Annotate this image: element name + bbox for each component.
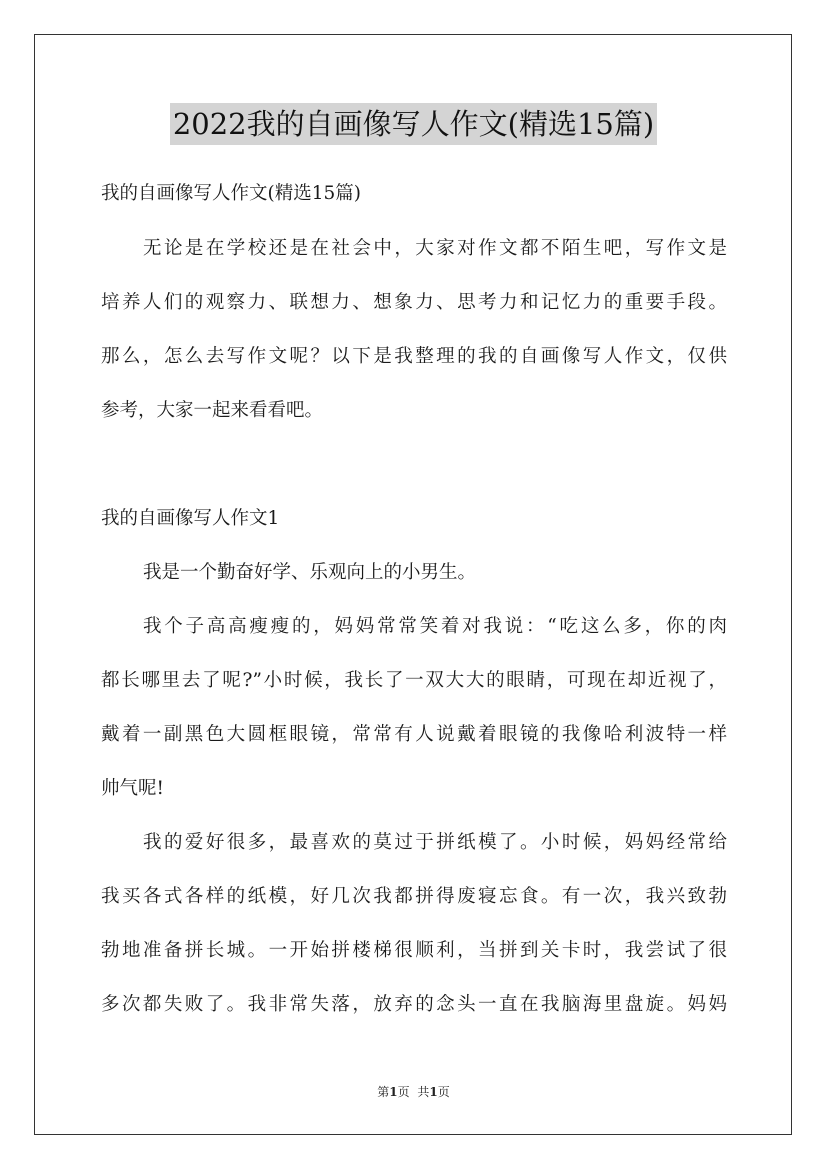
- intro-line-4: 参考，大家一起来看看吧。: [101, 400, 324, 421]
- para3-line-2: 我买各式各样的纸模，好几次我都拼得废寝忘食。有一次，我兴致勃: [101, 886, 727, 907]
- page-prefix: 第: [377, 1085, 390, 1099]
- page-footer: [0, 1084, 827, 1100]
- document-title: 2022我的自画像写人作文(精选15篇): [170, 103, 657, 145]
- document-subtitle: 我的自画像写人作文(精选15篇): [101, 183, 361, 204]
- para2-line-2: 都长哪里去了呢?”小时候，我长了一双大大的眼睛，可现在却近视了，: [101, 670, 727, 691]
- para3-line-3: 勃地准备拼长城。一开始拼楼梯很顺利，当拼到关卡时，我尝试了很: [101, 940, 727, 961]
- page-suffix: 页: [397, 1085, 410, 1099]
- intro-line-1: 无论是在学校还是在社会中，大家对作文都不陌生吧，写作文是: [143, 238, 727, 259]
- intro-line-3: 那么，怎么去写作文呢？以下是我整理的我的自画像写人作文，仅供: [101, 346, 727, 367]
- para3-line-4: 多次都失败了。我非常失落，放弃的念头一直在我脑海里盘旋。妈妈: [101, 994, 727, 1015]
- para2-line-3: 戴着一副黑色大圆框眼镜，常常有人说戴着眼镜的我像哈利波特一样: [101, 724, 727, 745]
- intro-line-2: 培养人们的观察力、联想力、想象力、思考力和记忆力的重要手段。: [101, 292, 727, 313]
- total-suffix: 页: [437, 1085, 450, 1099]
- total-number: 1: [429, 1085, 438, 1099]
- para3-line-1: 我的爱好很多，最喜欢的莫过于拼纸模了。小时候，妈妈经常给: [143, 832, 727, 853]
- total-prefix: 共: [417, 1085, 430, 1099]
- para2-line-4: 帅气呢!: [101, 778, 164, 799]
- page-number: 1: [389, 1085, 398, 1099]
- para1-line-1: 我是一个勤奋好学、乐观向上的小男生。: [143, 562, 477, 583]
- section-heading: 我的自画像写人作文1: [101, 508, 280, 529]
- title-container: [0, 103, 827, 145]
- para2-line-1: 我个子高高瘦瘦的，妈妈常常笑着对我说：“吃这么多，你的肉: [143, 616, 727, 637]
